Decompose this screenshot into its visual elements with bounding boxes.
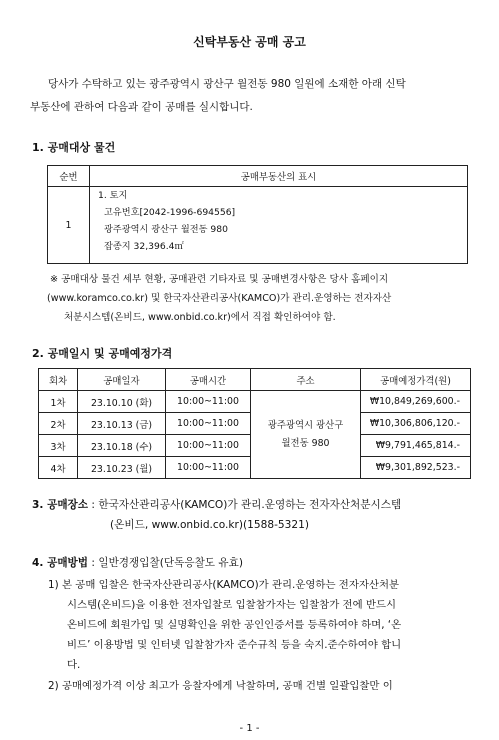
property-line: 고유번호[2042-1996-694556] bbox=[104, 207, 236, 218]
address-line: 월전동 980 bbox=[281, 437, 330, 449]
section-3-line-2: (온비드, www.onbid.co.kr)(1588-5321) bbox=[110, 519, 310, 531]
section-3-value: : 한국자산관리공사(KAMCO)가 관리.운영하는 전자자산처분시스템 bbox=[88, 499, 402, 511]
property-line: 잡종지 32,396.4㎡ bbox=[104, 241, 184, 252]
round-cell: 2차 bbox=[39, 413, 78, 435]
note-line-2: (www.koramco.co.kr) 및 한국자산관리공사(KAMCO)가 관리.운영하는 전자자산 bbox=[47, 293, 392, 304]
section-4-value: : 일반경쟁입찰(단독응찰도 유효) bbox=[88, 557, 244, 569]
price-cell: ₩10,849,269,600.- bbox=[361, 391, 471, 413]
property-line: 광주광역시 광산구 월전동 980 bbox=[104, 224, 228, 235]
property-line: 1. 토지 bbox=[98, 190, 128, 201]
address-cell bbox=[251, 391, 361, 479]
price-cell: ₩9,791,465,814.- bbox=[361, 435, 471, 457]
address-line: 광주광역시 광산구 bbox=[267, 419, 344, 431]
method-line: 비드’ 이용방법 및 인터넷 입찰참가자 준수규칙 등을 숙지.준수하여야 합니 bbox=[67, 639, 402, 651]
header-desc: 공매부동산의 표시 bbox=[90, 166, 468, 187]
method-line: 시스템(온비드)을 이용한 전자입찰로 입찰참가자는 입찰참가 전에 반드시 bbox=[67, 599, 397, 611]
section-heading-1: 1. 공매대상 물건 bbox=[32, 141, 116, 154]
property-table bbox=[47, 165, 468, 264]
time-cell: 10:00~11:00 bbox=[166, 435, 251, 457]
time-cell: 10:00~11:00 bbox=[166, 457, 251, 479]
header-time: 공매시간 bbox=[166, 369, 251, 391]
section-4-line bbox=[32, 555, 243, 570]
header-price: 공매예정가격(원) bbox=[361, 369, 471, 391]
intro-line-2: 부동산에 관하여 다음과 같이 공매를 실시합니다. bbox=[30, 101, 253, 113]
table-row bbox=[39, 391, 471, 413]
note-line-3: 처분시스템(온비드, www.onbid.co.kr)에서 직접 확인하여야 함. bbox=[64, 312, 336, 323]
section-4-label: 4. 공매방법 bbox=[32, 557, 89, 569]
date-cell: 23.10.23 (월) bbox=[78, 457, 166, 479]
round-cell: 4차 bbox=[39, 457, 78, 479]
page-number: - 1 - bbox=[239, 723, 260, 734]
section-3-line-1 bbox=[32, 497, 401, 512]
round-cell: 1차 bbox=[39, 391, 78, 413]
method-line: 다. bbox=[67, 659, 81, 671]
date-cell: 23.10.10 (화) bbox=[78, 391, 166, 413]
price-cell: ₩9,301,892,523.- bbox=[361, 457, 471, 479]
header-round: 회차 bbox=[39, 369, 78, 391]
intro-line-1: 당사가 수탁하고 있는 광주광역시 광산구 월전동 980 일원에 소재한 아래 신탁 bbox=[48, 78, 406, 90]
time-cell: 10:00~11:00 bbox=[166, 391, 251, 413]
time-cell: 10:00~11:00 bbox=[166, 413, 251, 435]
price-cell: ₩10,306,806,120.- bbox=[361, 413, 471, 435]
method-line: 1) 본 공매 입찰은 한국자산관리공사(KAMCO)가 관리.운영하는 전자자산처분 bbox=[48, 579, 400, 591]
section-heading-2: 2. 공매일시 및 공매예정가격 bbox=[32, 347, 173, 360]
date-cell: 23.10.13 (금) bbox=[78, 413, 166, 435]
section-3-label: 3. 공매장소 bbox=[32, 499, 89, 511]
round-cell: 3차 bbox=[39, 435, 78, 457]
method-line: 2) 공매예정가격 이상 최고가 응찰자에게 낙찰하며, 공매 건별 일괄입찰만 이 bbox=[48, 680, 393, 692]
header-no: 순번 bbox=[48, 166, 90, 187]
date-cell: 23.10.18 (수) bbox=[78, 435, 166, 457]
method-line: 온비드에 회원가입 및 실명확인을 위한 공인인증서를 등록하여야 하며, ‘온 bbox=[67, 619, 402, 631]
header-date: 공매일자 bbox=[78, 369, 166, 391]
schedule-table bbox=[38, 368, 471, 479]
header-address: 주소 bbox=[251, 369, 361, 391]
property-no: 1 bbox=[48, 187, 90, 264]
note-line-1: ※ 공매대상 물건 세부 현황, 공매관련 기타자료 및 공매변경사항은 당사 홈페이지 bbox=[50, 274, 389, 285]
property-desc bbox=[90, 187, 468, 264]
page-title: 신탁부동산 공매 공고 bbox=[193, 35, 306, 49]
